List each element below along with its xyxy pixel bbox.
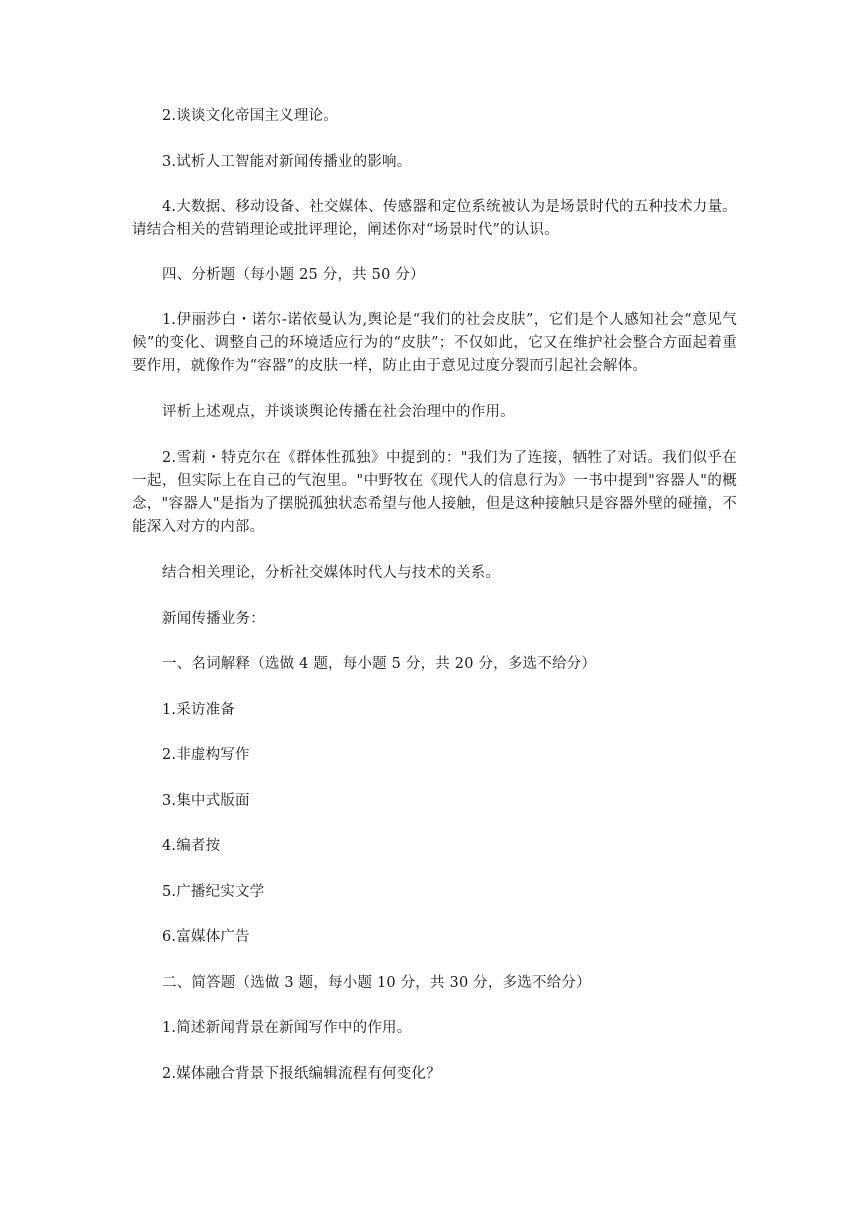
- paragraph: 4.大数据、移动设备、社交媒体、传感器和定位系统被认为是场景时代的五种技术力量。请结合相关的营销理论或批评理论，阐述你对“场景时代”的认识。: [132, 199, 737, 238]
- list-item: 2.非虚构写作: [162, 747, 250, 763]
- section-heading: 二、简答题（选做 3 题，每小题 10 分，共 30 分，多选不给分）: [162, 975, 591, 991]
- list-item: 4.编者按: [162, 838, 221, 854]
- paragraph: 1.伊丽莎白・诺尔-诺依曼认为,舆论是“我们的社会皮肤”，它们是个人感知社会“意见气候”的变化、调整自己的环境适应行为的“皮肤”；不仅如此，它又在维护社会整合方面起着重要作用，就像作为“容器”的皮肤一样，防止由于意见过度分裂而引起社会解体。: [132, 312, 737, 374]
- list-item: 2.媒体融合背景下报纸编辑流程有何变化？: [162, 1066, 441, 1082]
- paragraph: 3.试析人工智能对新闻传播业的影响。: [162, 154, 412, 170]
- list-item: 1.采访准备: [162, 702, 236, 718]
- section-heading: 四、分析题（每小题 25 分，共 50 分）: [162, 267, 425, 283]
- section-heading: 新闻传播业务：: [162, 611, 265, 627]
- section-heading: 一、名词解释（选做 4 题，每小题 5 分，共 20 分，多选不给分）: [162, 656, 597, 672]
- paragraph: 评析上述观点，并谈谈舆论传播在社会治理中的作用。: [162, 404, 515, 420]
- paragraph: 2.雪莉・特克尔在《群体性孤独》中提到的："我们为了连接，牺牲了对话。我们似乎在一起，但实际上在自己的气泡里。"中野牧在《现代人的信息行为》一书中提到"容器人"的概念，"容器人"是指为了摆脱孤独状态希望与他人接触，但是这种接触只是容器外壁的碰撞，不能深入对方的内部。: [132, 450, 737, 535]
- paragraph: 结合相关理论，分析社交媒体时代人与技术的关系。: [162, 565, 501, 581]
- list-item: 5.广播纪实文学: [162, 884, 265, 900]
- list-item: 1.简述新闻背景在新闻写作中的作用。: [162, 1020, 412, 1036]
- paragraph: 2.谈谈文化帝国主义理论。: [162, 108, 338, 124]
- list-item: 3.集中式版面: [162, 793, 250, 809]
- list-item: 6.富媒体广告: [162, 929, 250, 945]
